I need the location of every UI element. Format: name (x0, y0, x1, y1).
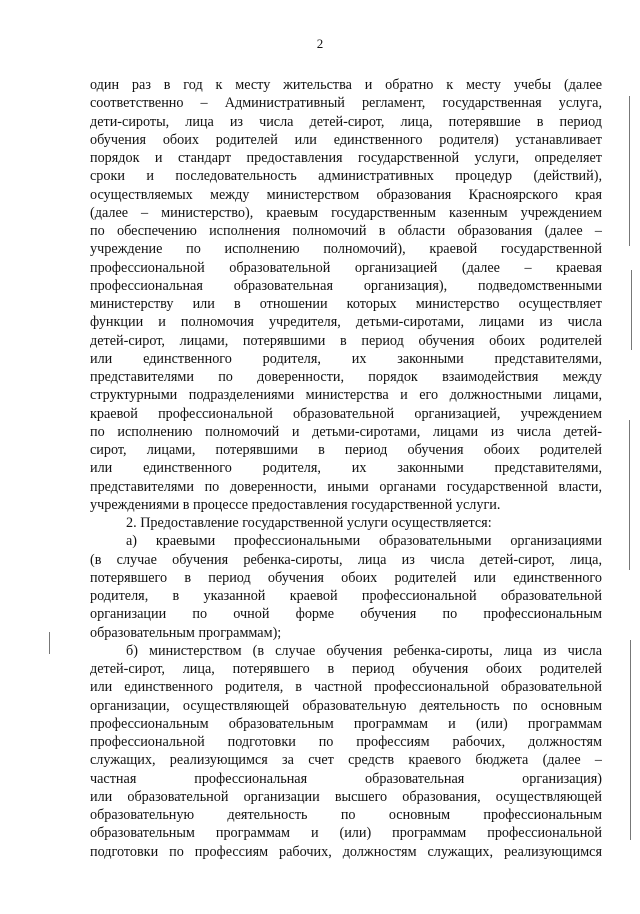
text-line: служащих, реализующимся за счет средств краевого бюджета (далее – (90, 752, 602, 769)
text-line: профессиональной подготовки по профессиям рабочих, должностям (90, 734, 602, 750)
text-line: структурными подразделениями министерства и его должностными лицами, (90, 387, 602, 404)
text-line: обучения обоих родителей или единственного родителя) устанавливает (90, 131, 602, 148)
page-number: 2 (316, 36, 324, 51)
text-line: образовательным программам и (или) программам профессиональной (90, 825, 602, 842)
text-line: подготовки по профессиям рабочих, должностям служащих, реализующимся (90, 843, 602, 860)
text-line: сирот, лицами, потерявшими в период обучения обоих родителей (90, 442, 602, 458)
text-line: учреждениями в процессе предоставления государственной услуги. (90, 496, 501, 513)
scan-margin-mark (629, 96, 630, 246)
text-line: один раз в год к месту жительства и обратно к месту учебы (далее (90, 77, 602, 93)
text-line: или единственного родителя, их законными представителями, (90, 350, 602, 367)
text-line: (далее – министерство), краевым государственным казенным учреждением (90, 204, 602, 221)
text-line: детей-сирот, лица, потерявшего в период обучения обоих родителей (90, 661, 602, 677)
text-line: профессиональная образовательная организация), подведомственными (90, 277, 602, 294)
text-line: сроки и последовательность административных процедур (действий), (90, 168, 602, 185)
text-line: частная профессиональная образовательная организация) (90, 770, 602, 787)
text-line: представителями по доверенности, порядок взаимодействия между (90, 369, 602, 385)
scan-margin-mark (629, 420, 630, 570)
text-line: соответственно – Административный регламент, государственная услуга, (90, 95, 602, 112)
text-line: а) краевыми профессиональными образовательными организациями (126, 533, 602, 550)
body-text (90, 76, 602, 861)
scan-margin-mark (49, 632, 50, 654)
scan-margin-mark (631, 270, 632, 350)
text-line: или единственного родителя, в частной профессиональной образовательной (90, 679, 602, 696)
text-line: министерству или в отношении которых министерство осуществляет (90, 296, 602, 312)
text-line: по обеспечению исполнения полномочий в области образования (далее – (90, 223, 602, 239)
text-line: дети-сироты, лица из числа детей-сирот, лица, потерявшие в период (90, 113, 602, 130)
text-line: по исполнению полномочий и детьми-сиротами, лицами из числа детей- (90, 423, 602, 440)
text-line: краевой профессиональной образовательной организацией, учреждением (90, 405, 602, 422)
text-line: (в случае обучения ребенка-сироты, лица из числа детей-сирот, лица, (90, 551, 602, 568)
text-line: профессиональной образовательной организацией (далее – краевая (90, 259, 602, 276)
text-line: представителями по доверенности, иными органами государственной власти, (90, 478, 602, 495)
text-line: порядок и стандарт предоставления государственной услуги, определяет (90, 150, 602, 166)
text-line: образовательную деятельность по основным профессиональным (90, 807, 602, 823)
text-line: или единственного родителя, их законными представителями, (90, 460, 602, 477)
text-line: 2. Предоставление государственной услуги осуществляется: (126, 515, 492, 531)
scan-margin-mark (630, 640, 631, 840)
text-line: организации по очной форме обучения по профессиональным (90, 606, 602, 623)
text-line: потерявшего в период обучения обоих родителей или единственного (90, 569, 602, 586)
text-line: или образовательной организации высшего образования, осуществляющей (90, 788, 602, 805)
text-line: организации, осуществляющей образовательную деятельность по основным (90, 697, 602, 714)
text-line: родителя, в указанной краевой профессиональной образовательной (90, 588, 602, 604)
text-line: учреждение по исполнению полномочий), краевой государственной (90, 241, 602, 258)
text-line: функции и полномочия учредителя, детьми-сиротами, лицами из числа (90, 314, 602, 331)
text-line: детей-сирот, лицами, потерявшими в период обучения обоих родителей (90, 332, 602, 349)
text-line: профессиональным образовательным программам и (или) программам (90, 715, 602, 732)
text-line: б) министерством (в случае обучения ребенка-сироты, лица из числа (126, 642, 602, 659)
text-line: образовательным программам); (90, 624, 282, 641)
text-line: осуществляемых между министерством образования Красноярского края (90, 186, 602, 203)
